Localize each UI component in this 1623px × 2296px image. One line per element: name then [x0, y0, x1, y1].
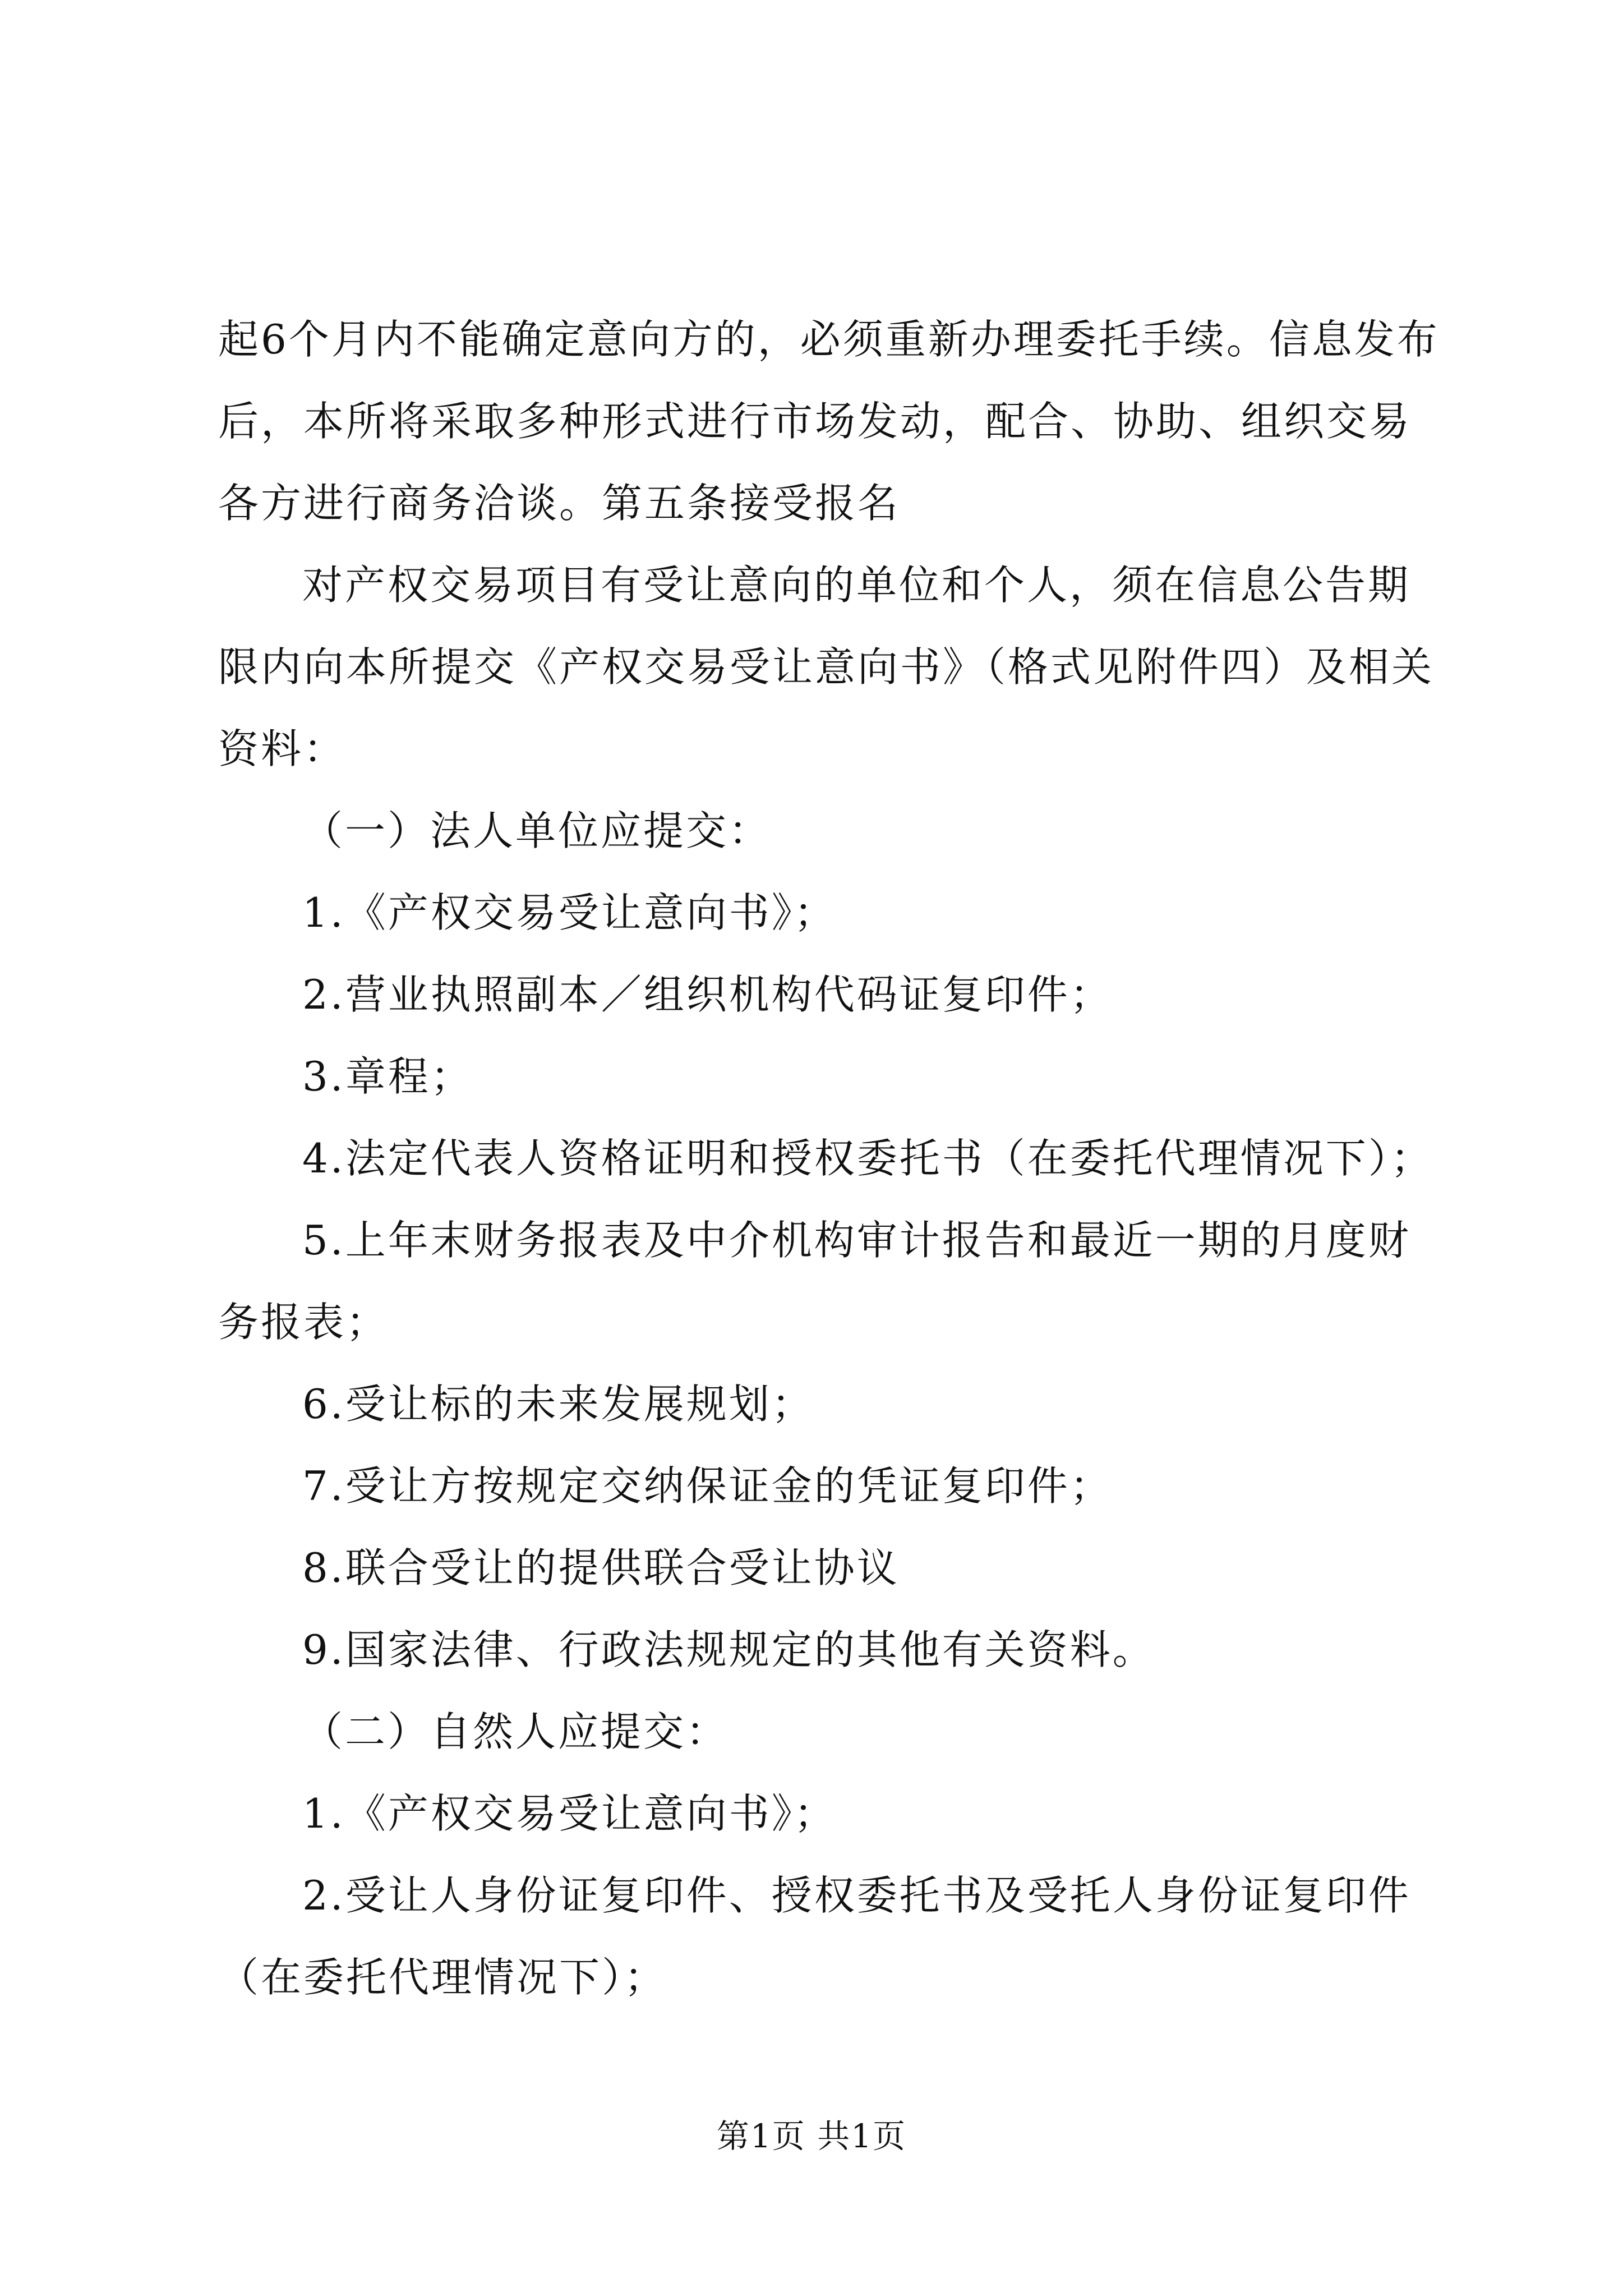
legal-entity-item-5: 5.上年末财务报表及中介机构审计报告和最近一期的月度财务报表； — [218, 1217, 1411, 1346]
section-legal-entity-heading: （一）法人单位应提交： — [302, 807, 772, 854]
legal-entity-item-6: 6.受让标的未来发展规划； — [302, 1381, 814, 1428]
natural-person-item-2: 2.受让人身份证复印件、授权委托书及受托人身份证复印件（在委托代理情况下）； — [218, 1872, 1411, 2001]
legal-entity-item-4: 4.法定代表人资格证明和授权委托书（在委托代理情况下）； — [302, 1135, 1433, 1182]
legal-entity-item-3: 3.章程； — [302, 1053, 473, 1100]
paragraph-intent-requirements: 对产权交易项目有受让意向的单位和个人，须在信息公告期限内向本所提交《产权交易受让意向书》（格式见附件四）及相关资料： — [218, 562, 1435, 772]
legal-entity-item-2: 2.营业执照副本／组织机构代码证复印件； — [302, 971, 1113, 1018]
document-body — [218, 298, 1441, 2018]
legal-entity-item-1: 1.《产权交易受让意向书》； — [302, 889, 837, 936]
legal-entity-item-7: 7.受让方按规定交纳保证金的凭证复印件； — [302, 1462, 1113, 1510]
section-natural-person-heading: （二）自然人应提交： — [302, 1708, 729, 1755]
page-footer: 第1页 共1页 — [716, 2117, 907, 2155]
legal-entity-item-8: 8.联合受让的提供联合受让协议 — [302, 1544, 900, 1591]
legal-entity-item-9: 9.国家法律、行政法规规定的其他有关资料。 — [302, 1626, 1155, 1673]
paragraph-continuation: 起6个月内不能确定意向方的，必须重新办理委托手续。信息发布后，本所将采取多种形式进行市场发动，配合、协助、组织交易各方进行商务洽谈。第五条接受报名 — [218, 316, 1440, 527]
natural-person-item-1: 1.《产权交易受让意向书》； — [302, 1790, 837, 1837]
